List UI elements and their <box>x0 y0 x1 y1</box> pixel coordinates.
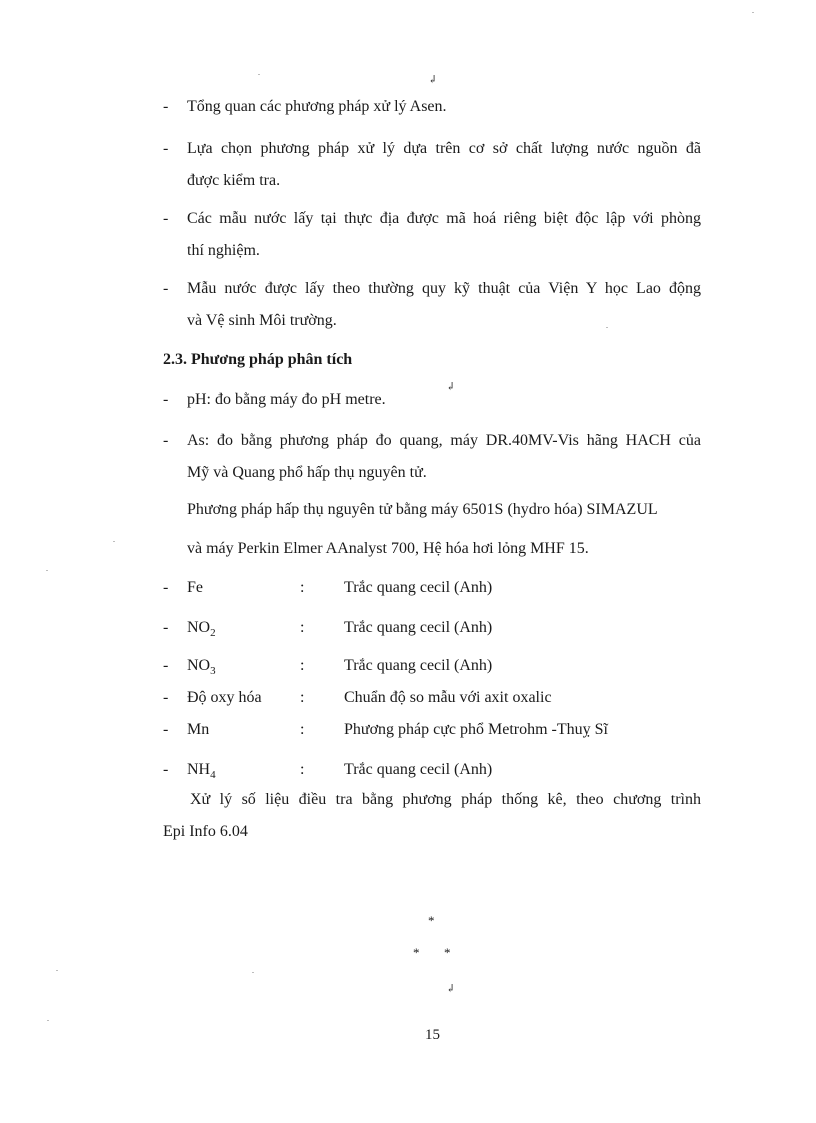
as-method-continued: Mỹ và Quang phổ hấp thụ nguyên tử. <box>187 464 427 481</box>
parameter-name: Mn <box>187 721 210 738</box>
scan-mark: ↲ <box>446 983 456 995</box>
separator-colon: : <box>300 689 305 706</box>
parameter-name: Độ oxy hóa <box>187 689 262 706</box>
parameter-name: $NH_4$ <box>187 761 216 782</box>
parameter-method: Trắc quang cecil (Anh) <box>344 579 493 596</box>
asterism-star: * <box>444 945 451 960</box>
parameter-method: Trắc quang cecil (Anh) <box>344 619 493 636</box>
scan-speck <box>258 74 260 75</box>
asterism-star: * <box>428 913 435 928</box>
asterism-star: * <box>413 945 420 960</box>
bullet-dash: - <box>163 98 169 115</box>
parameter-method: Trắc quang cecil (Anh) <box>344 657 493 674</box>
parameter-subscript: 2 <box>210 627 216 640</box>
bullet-text: Các mẫu nước lấy tại thực địa được mã hoá riêng biệt độc lập với phòng <box>187 210 701 227</box>
bullet-text-continued: và Vệ sinh Môi trường. <box>187 312 337 329</box>
scan-speck <box>56 970 58 971</box>
scan-mark: ↲ <box>446 381 456 393</box>
separator-colon: : <box>300 657 305 674</box>
ph-method: pH: đo bằng máy đo pH metre. <box>187 391 386 408</box>
bullet-dash: - <box>163 280 169 297</box>
bullet-dash: - <box>163 657 169 674</box>
parameter-name: $NO_3$ <box>187 657 216 678</box>
separator-colon: : <box>300 579 305 596</box>
aas-paragraph: Phương pháp hấp thụ nguyên tử bằng máy 6501S (hydro hóa) SIMAZUL <box>187 501 658 518</box>
bullet-dash: - <box>163 140 169 157</box>
closing-paragraph: Xử lý số liệu điều tra bằng phương pháp thống kê, theo chương trình <box>190 791 701 808</box>
parameter-method: Chuẩn độ so mẫu với axit oxalic <box>344 689 552 706</box>
bullet-text-continued: được kiểm tra. <box>187 172 281 189</box>
separator-colon: : <box>300 619 305 636</box>
bullet-text: Lựa chọn phương pháp xử lý dựa trên cơ sở chất lượng nước nguồn đã <box>187 140 701 157</box>
separator-colon: : <box>300 721 305 738</box>
page-number: 15 <box>425 1027 440 1043</box>
parameter-name: Fe <box>187 579 203 596</box>
bullet-dash: - <box>163 721 169 738</box>
parameter-subscript: 3 <box>210 665 216 678</box>
aas-paragraph-continued: và máy Perkin Elmer AAnalyst 700, Hệ hóa hơi lỏng MHF 15. <box>187 540 589 557</box>
closing-paragraph-continued: Epi Info 6.04 <box>163 823 248 840</box>
scan-speck <box>252 972 254 973</box>
parameter-subscript: 4 <box>210 769 216 782</box>
bullet-text-continued: thí nghiệm. <box>187 242 260 259</box>
scan-speck <box>113 541 115 542</box>
separator-colon: : <box>300 761 305 778</box>
parameter-method: Phương pháp cực phổ Metrohm -Thuỵ Sĩ <box>344 721 608 738</box>
bullet-dash: - <box>163 619 169 636</box>
as-method: As: đo bằng phương pháp đo quang, máy DR.40MV-Vis hãng HACH của <box>187 432 701 449</box>
parameter-name: $NO_2$ <box>187 619 216 640</box>
bullet-dash: - <box>163 689 169 706</box>
bullet-text: Tổng quan các phương pháp xử lý Asen. <box>187 98 447 115</box>
scan-speck <box>46 570 48 571</box>
bullet-dash: - <box>163 432 169 449</box>
bullet-dash: - <box>163 761 169 778</box>
scan-speck <box>752 12 754 13</box>
section-heading: 2.3. Phương pháp phân tích <box>163 351 353 368</box>
bullet-dash: - <box>163 391 169 408</box>
parameter-method: Trắc quang cecil (Anh) <box>344 761 493 778</box>
scan-mark: ↲ <box>428 74 438 86</box>
bullet-dash: - <box>163 210 169 227</box>
scan-speck <box>606 327 608 328</box>
bullet-dash: - <box>163 579 169 596</box>
bullet-text: Mẫu nước được lấy theo thường quy kỹ thuật của Viện Y học Lao động <box>187 280 701 297</box>
scan-speck <box>47 1020 49 1021</box>
